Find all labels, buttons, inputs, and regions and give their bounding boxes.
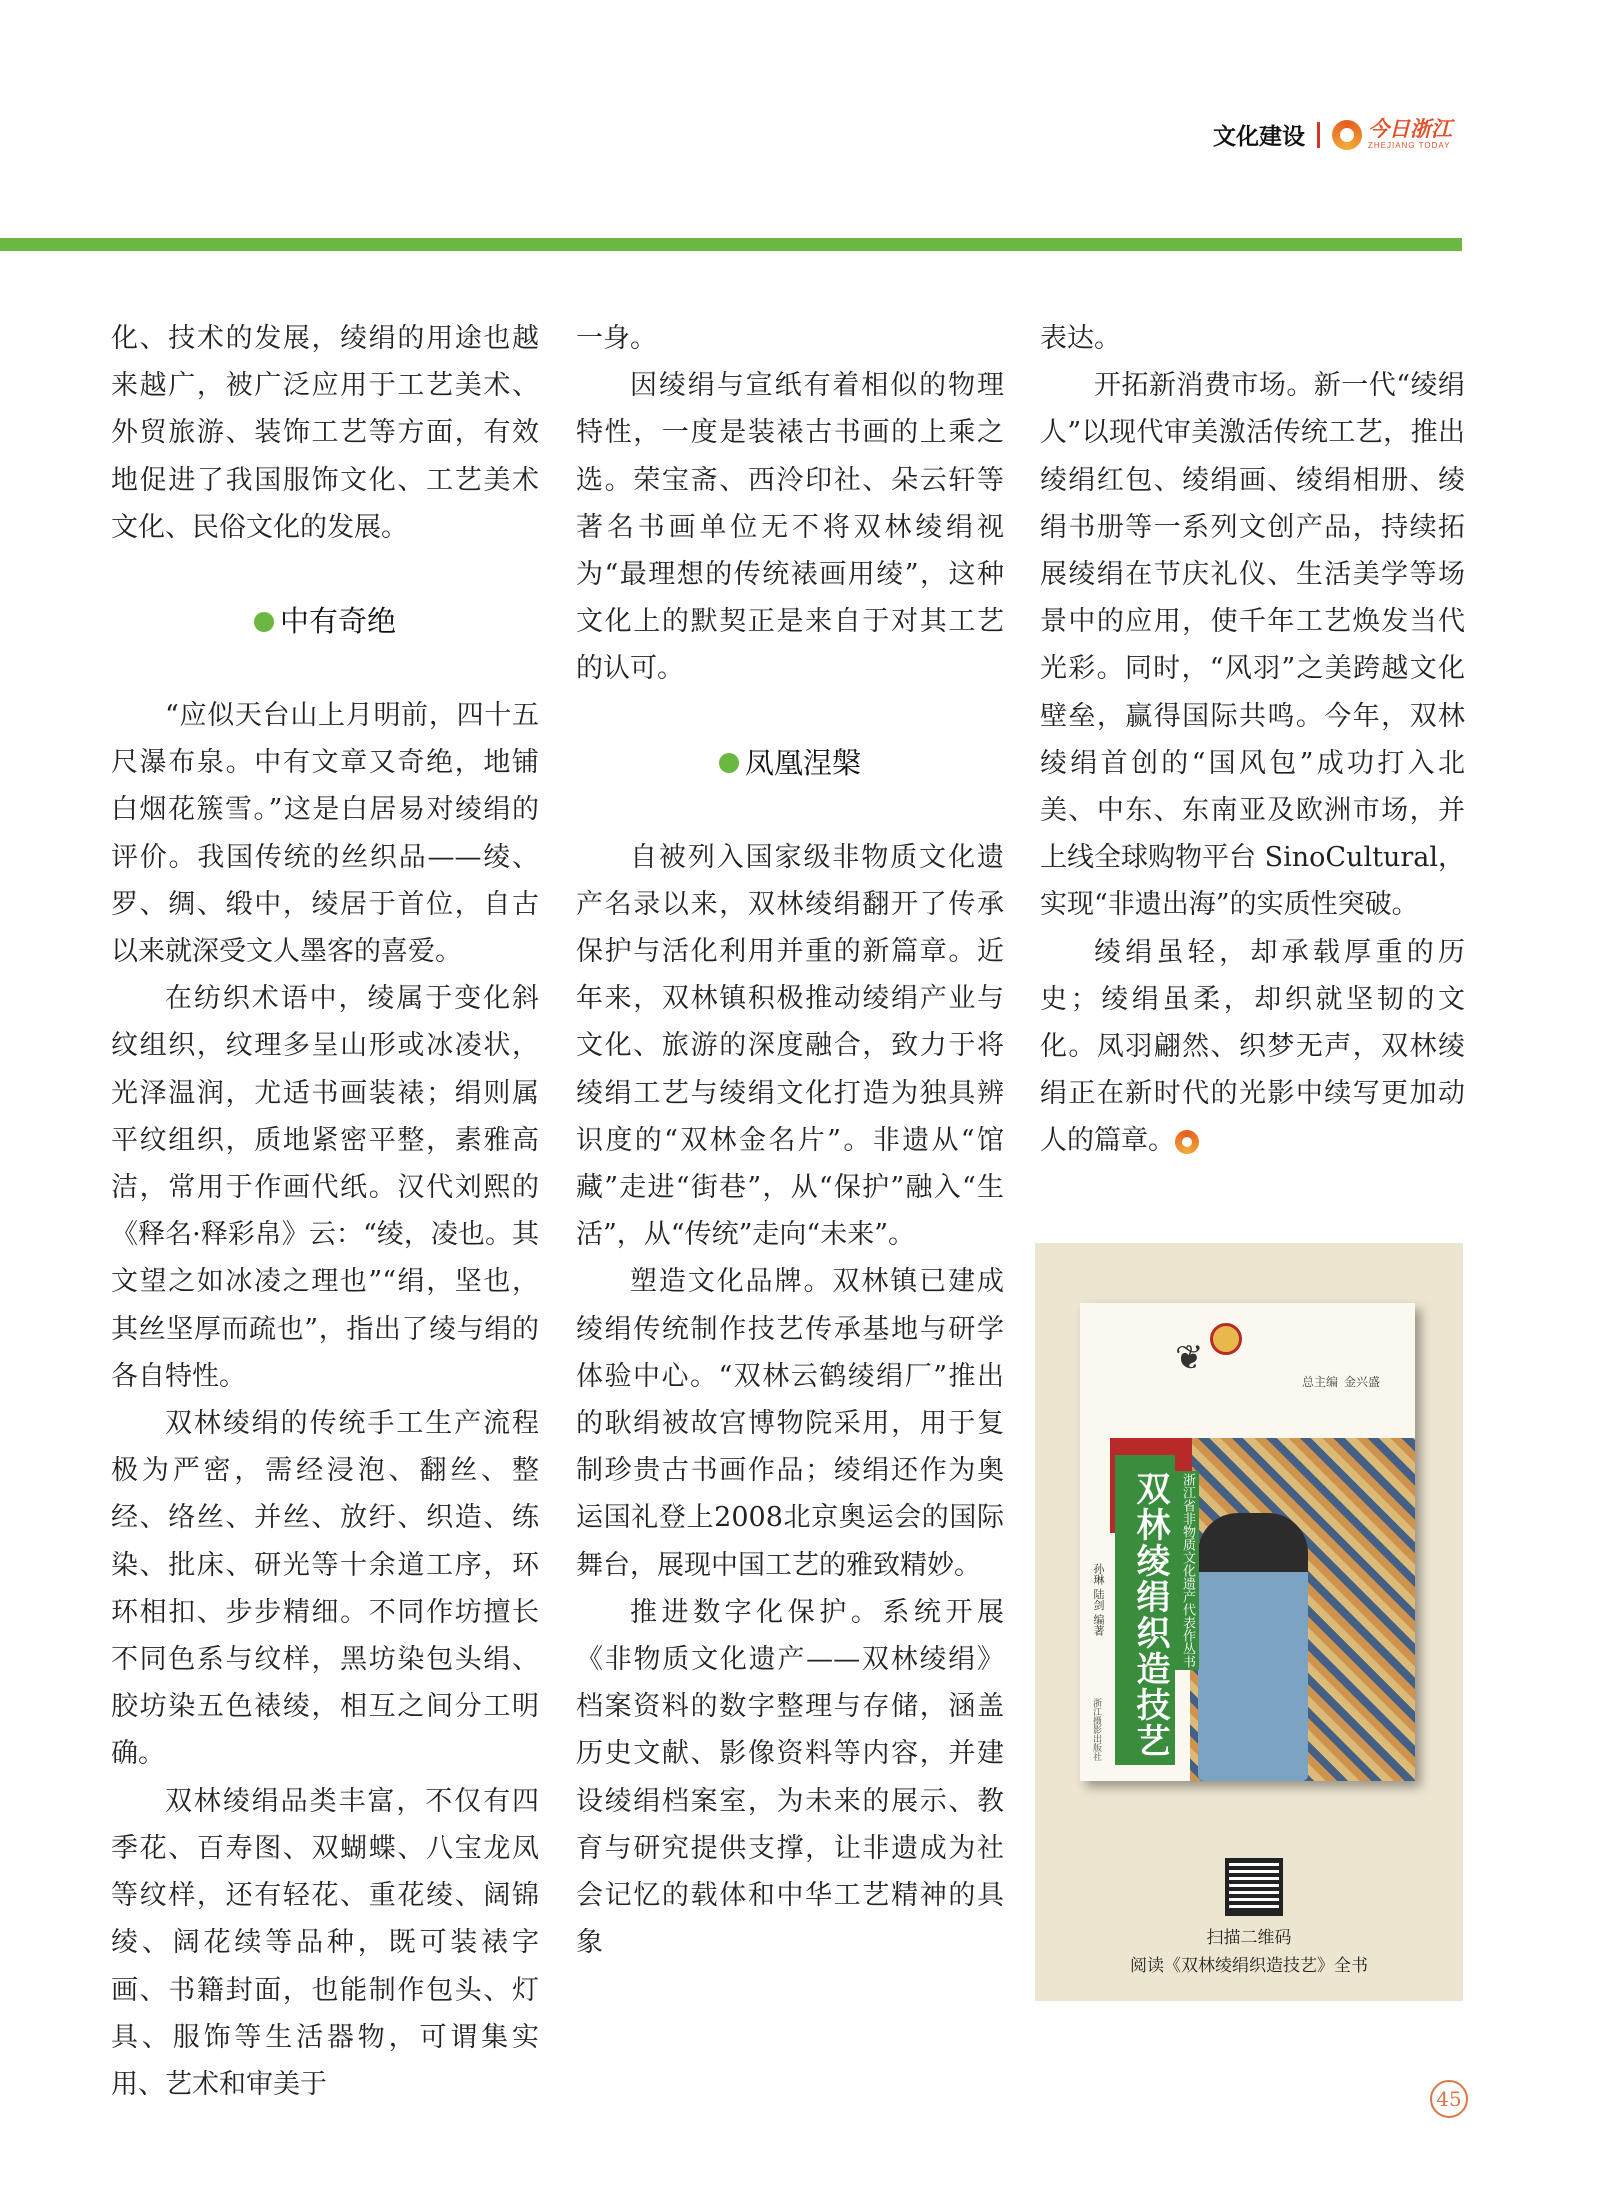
book-cover[interactable] [1080,1303,1415,1781]
paragraph: 开拓新消费市场。新一代“绫绢人”以现代审美激活传统工艺，推出绫绢红包、绫绢画、绫绢相册、绫绢书册等一系列文创产品，持续拓展绫绢在节庆礼仪、生活美学等场景中的应用，使千年工艺焕发当代光彩。同时，“风羽”之美跨越文化壁垒，赢得国际共鸣。今年，双林绫绢首创的“国风包”成功打入北美、中东、东南亚及欧洲市场，并上线全球购物平台 SinoCultural，实现“非遗出海”的实质性突破。 [1040,370,1465,921]
paragraph: 自被列入国家级非物质文化遗产名录以来，双林绫绢翻开了传承保护与活化利用并重的新篇章。近年来，双林镇积极推动绫绢产业与文化、旅游的深度融合，致力于将绫绢工艺与绫绢文化打造为独具辨识度的“双林金名片”。非遗从“馆藏”走进“街巷”，从“保护”融入“生活”，从“传统”走向“未来”。 [576,841,1004,1251]
heading-text: 凤凰涅槃 [744,745,861,780]
butterfly-icon: ❦ [1175,1338,1204,1378]
page-header [1213,118,1452,151]
paragraph: 一身。 [576,323,657,354]
chief-editor: 总主编 金兴盛 [1301,1375,1380,1389]
header-green-bar [0,238,1462,251]
column-2 [576,315,1004,1967]
paragraph: 塑造文化品牌。双林镇已建成绫绢传统制作技艺传承基地与研学体验中心。“双林云鹤绫绢厂”推出的耿绢被故宫博物院采用，用于复制珍贵古书画作品；绫绢还作为奥运国礼登上2008北京奥运会的国际舞台，展现中国工艺的雅致精妙。 [576,1266,1004,1581]
logo-text-cn: 今日浙江 [1368,117,1452,141]
paragraph: 化、技术的发展，绫绢的用途也越来越广，被广泛应用于工艺美术、外贸旅游、装饰工艺等方面，有效地促进了我国服饰文化、工艺美术文化、民俗文化的发展。 [111,323,539,543]
paragraph: 推进数字化保护。系统开展《非物质文化遗产——双林绫绢》档案资料的数字整理与存储，涵盖历史文献、影像资料等内容，并建设绫绢档案室，为未来的展示、教育与研究提供支撑，让非遗成为社会记忆的载体和中华工艺精神的具象 [576,1596,1004,1959]
qr-code-icon[interactable] [1225,1858,1283,1916]
green-dot-icon [719,753,739,773]
book-authors: 孙琳 陆剑 编著 [1092,1563,1105,1636]
book-publisher: 浙江摄影出版社 [1091,1698,1101,1761]
paragraph: 双林绫绢品类丰富，不仅有四季花、百寿图、双蝴蝶、八宝龙凤等纹样，还有轻花、重花绫、阔锦绫、阔花续等品种，既可装裱字画、书籍封面，也能制作包头、灯具、服饰等生活器物，可谓集实用、艺术和审美于 [111,1785,539,2100]
paragraph [1040,929,1465,1165]
header-divider [1317,122,1320,148]
paragraph: 因绫绢与宣纸有着相似的物理特性，一度是装裱古书画的上乘之选。荣宝斋、西泠印社、朵云轩等著名书画单位无不将双林绫绢视为“最理想的传统裱画用绫”，这种文化上的默契正是来自于对其工艺的认可。 [576,370,1004,685]
paragraph-text: 绫绢虽轻，却承载厚重的历史；绫绢虽柔，却织就坚韧的文化。凤羽翩然、织梦无声，双林绫绢正在新时代的光影中续写更加动人的篇章。 [1040,936,1465,1157]
magazine-logo [1332,119,1452,150]
paragraph: 在纺织术语中，绫属于变化斜纹组织，纹理多呈山形或冰凌状，光泽温润，尤适书画装裱；绢则属平纹组织，质地紧密平整，素雅高洁，常用于作画代纸。汉代刘熙的《释名·释彩帛》云：“绫，凌也。其文望之如冰凌之理也”“绢，坚也，其丝坚厚而疏也”，指出了绫与绢的各自特性。 [111,983,539,1392]
paragraph: 双林绫绢的传统手工生产流程极为严密，需经浸泡、翻丝、整经、络丝、并丝、放纡、织造、练染、批床、研光等十余道工序，环环相扣、步步精细。不同作坊擅长不同色系与纹样，黑坊染包头绢、胶坊染五色裱绫，相互之间分工明确。 [111,1408,539,1770]
heading-text: 中有奇绝 [279,603,396,638]
book-series: 浙江省非物质文化遗产代表作丛书 [1175,1471,1199,1670]
scan-caption-2: 阅读《双林绫绢织造技艺》全书 [1130,1956,1368,1976]
logo-text-en: ZHEJIANG TODAY [1368,141,1451,150]
section-title: 文化建设 [1213,124,1305,150]
section-heading [111,598,539,645]
page-number: 45 [1430,2080,1468,2118]
series-emblem-icon [1210,1323,1242,1355]
column-1 [111,315,539,2108]
logo-swirl-icon [1332,120,1362,150]
scan-caption-1: 扫描二维码 [1206,1928,1292,1948]
column-3 [1040,315,1465,1165]
paragraph: “应似天台山上月明前，四十五尺瀑布泉。中有文章又奇绝，地铺白烟花簇雪。”这是白居易对绫绢的评价。我国传统的丝织品——绫、罗、绸、缎中，绫居于首位，自古以来就深受文人墨客的喜爱。 [111,700,539,968]
book-promo-box [1035,1243,1463,2001]
end-mark-icon [1175,1130,1199,1154]
paragraph: 表达。 [1040,323,1121,354]
green-dot-icon [254,612,274,632]
book-title: 双林绫绢织造技艺 [1130,1471,1170,1759]
section-heading [576,740,1004,787]
seated-figure-image [1198,1513,1308,1781]
